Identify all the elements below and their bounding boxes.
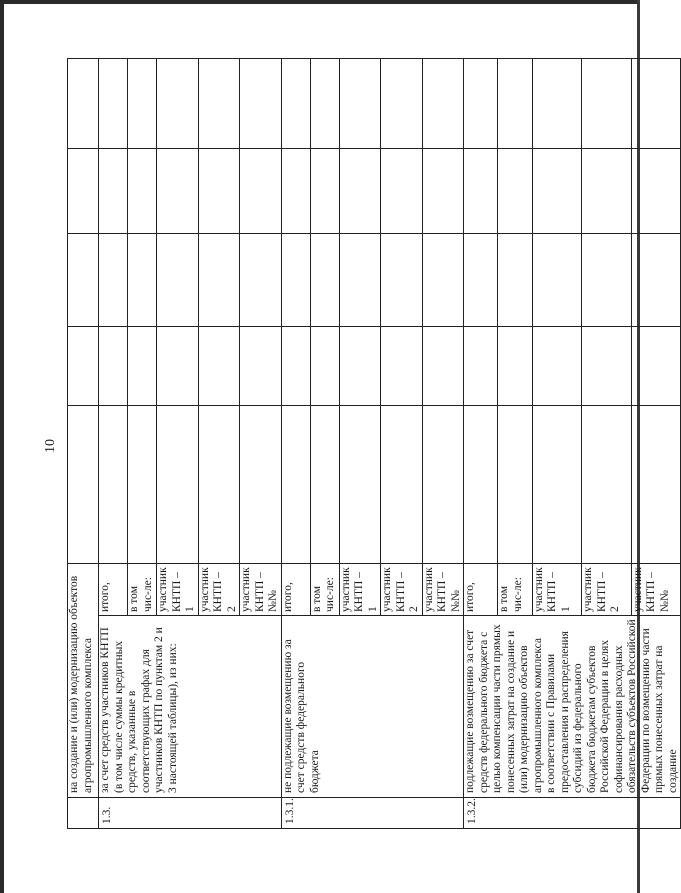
empty-cell <box>198 58 240 148</box>
empty-cell <box>128 58 157 148</box>
empty-cell <box>281 326 310 405</box>
empty-cell <box>422 233 464 326</box>
sub-label-cell: участник КНТП – №№ <box>422 563 464 615</box>
empty-cell <box>68 58 99 148</box>
sub-label-cell: участник КНТП – 2 <box>582 563 631 615</box>
empty-cell <box>281 233 310 326</box>
empty-cell <box>498 405 532 563</box>
scan-edge-top <box>0 0 640 4</box>
row-text-cell: не подлежащие возмещению за счет средств федерального бюджета <box>281 616 464 798</box>
empty-cell <box>157 405 199 563</box>
empty-cell <box>240 148 282 233</box>
empty-cell <box>310 405 339 563</box>
empty-cell <box>631 233 680 326</box>
table-row <box>68 58 99 828</box>
empty-cell <box>532 148 581 233</box>
row-number-cell <box>68 798 99 829</box>
empty-cell <box>128 148 157 233</box>
empty-cell <box>68 405 99 563</box>
empty-cell <box>498 148 532 233</box>
empty-cell <box>157 148 199 233</box>
empty-cell <box>240 58 282 148</box>
empty-cell <box>464 148 498 233</box>
row-text-cell: на создание и (или) модернизацию объектов агропромышленного комплекса <box>68 563 99 797</box>
empty-cell <box>582 405 631 563</box>
empty-cell <box>582 58 631 148</box>
empty-cell <box>498 326 532 405</box>
page-number: 10 <box>43 439 58 453</box>
empty-cell <box>198 148 240 233</box>
table-row <box>281 58 310 828</box>
empty-cell <box>198 405 240 563</box>
sub-label-cell: итого, <box>464 563 498 615</box>
empty-cell <box>128 233 157 326</box>
empty-cell <box>582 148 631 233</box>
sub-label-cell: в том чис-ле: <box>498 563 532 615</box>
empty-cell <box>157 326 199 405</box>
sub-label-cell: итого, <box>99 563 128 615</box>
scan-edge-left <box>0 0 4 893</box>
empty-cell <box>68 233 99 326</box>
empty-cell <box>339 58 381 148</box>
empty-cell <box>99 58 128 148</box>
empty-cell <box>68 148 99 233</box>
empty-cell <box>381 58 423 148</box>
empty-cell <box>157 58 199 148</box>
empty-cell <box>310 58 339 148</box>
row-text-part-2: в соответствии с Правилами предоставления и распределения субсидий из федерального бюджета бюджетам субъектов Российской Федерации в целях софинансирования расходных обязательств субъектов Российской Федерации по возмещению части прямых понесенных затрат на создание <box>545 619 679 793</box>
row-text-part-1: подлежащие возмещению за счет средств федерального бюджета с целью компенсации части прямых понесенных затрат на создание и (или) модернизацию объектов агропромышленного комплекса <box>464 624 544 793</box>
sub-label-cell: участник КНТП – №№ <box>240 563 282 615</box>
empty-cell <box>532 405 581 563</box>
empty-cell <box>381 326 423 405</box>
empty-cell <box>310 233 339 326</box>
empty-cell <box>631 326 680 405</box>
empty-cell <box>381 233 423 326</box>
empty-cell <box>128 326 157 405</box>
empty-cell <box>339 148 381 233</box>
empty-cell <box>240 405 282 563</box>
sub-label-cell: участник КНТП – №№ <box>631 563 680 615</box>
sub-label-cell: в том чис-ле: <box>128 563 157 615</box>
empty-cell <box>157 233 199 326</box>
sub-label-cell: участник КНТП – 1 <box>339 563 381 615</box>
empty-cell <box>464 405 498 563</box>
empty-cell <box>464 58 498 148</box>
sub-label-cell: в том чис-ле: <box>310 563 339 615</box>
empty-cell <box>422 405 464 563</box>
empty-cell <box>422 58 464 148</box>
empty-cell <box>631 148 680 233</box>
empty-cell <box>339 405 381 563</box>
empty-cell <box>381 405 423 563</box>
sub-label-cell: участник КНТП – 1 <box>532 563 581 615</box>
row-number-cell: 1.3. <box>99 798 282 829</box>
empty-cell <box>240 233 282 326</box>
empty-cell <box>281 148 310 233</box>
empty-cell <box>310 326 339 405</box>
empty-cell <box>310 148 339 233</box>
empty-cell <box>240 326 282 405</box>
empty-cell <box>464 326 498 405</box>
empty-cell <box>532 233 581 326</box>
empty-cell <box>464 233 498 326</box>
rotated-table-page <box>67 59 679 829</box>
empty-cell <box>498 233 532 326</box>
empty-cell <box>281 405 310 563</box>
empty-cell <box>281 58 310 148</box>
table-row <box>464 58 498 828</box>
sub-label-cell: участник КНТП – 2 <box>198 563 240 615</box>
empty-cell <box>532 58 581 148</box>
empty-cell <box>422 148 464 233</box>
sub-label-cell: итого, <box>281 563 310 615</box>
empty-cell <box>582 326 631 405</box>
empty-cell <box>99 233 128 326</box>
empty-cell <box>582 233 631 326</box>
empty-cell <box>68 326 99 405</box>
empty-cell <box>99 326 128 405</box>
empty-cell <box>381 148 423 233</box>
empty-cell <box>128 405 157 563</box>
sub-label-cell: участник КНТП – 2 <box>381 563 423 615</box>
empty-cell <box>422 326 464 405</box>
row-text-cell: за счет средств участников КНТП (в том числе суммы кредитных средств, указанные в соответствующих графах для участников КНТП по пунктам 2 и 3 настоящей таблицы), из них: <box>99 616 282 798</box>
empty-cell <box>198 326 240 405</box>
empty-cell <box>631 405 680 563</box>
empty-cell <box>498 58 532 148</box>
empty-cell <box>99 148 128 233</box>
financing-table <box>67 58 681 829</box>
empty-cell <box>631 58 680 148</box>
empty-cell <box>339 233 381 326</box>
row-text-cell <box>464 616 681 798</box>
empty-cell <box>198 233 240 326</box>
row-number-cell: 1.3.1. <box>281 798 464 829</box>
empty-cell <box>532 326 581 405</box>
row-number-cell: 1.3.2. <box>464 798 681 829</box>
sub-label-cell: участник КНТП – 1 <box>157 563 199 615</box>
table-row <box>99 58 128 828</box>
empty-cell <box>99 405 128 563</box>
empty-cell <box>339 326 381 405</box>
